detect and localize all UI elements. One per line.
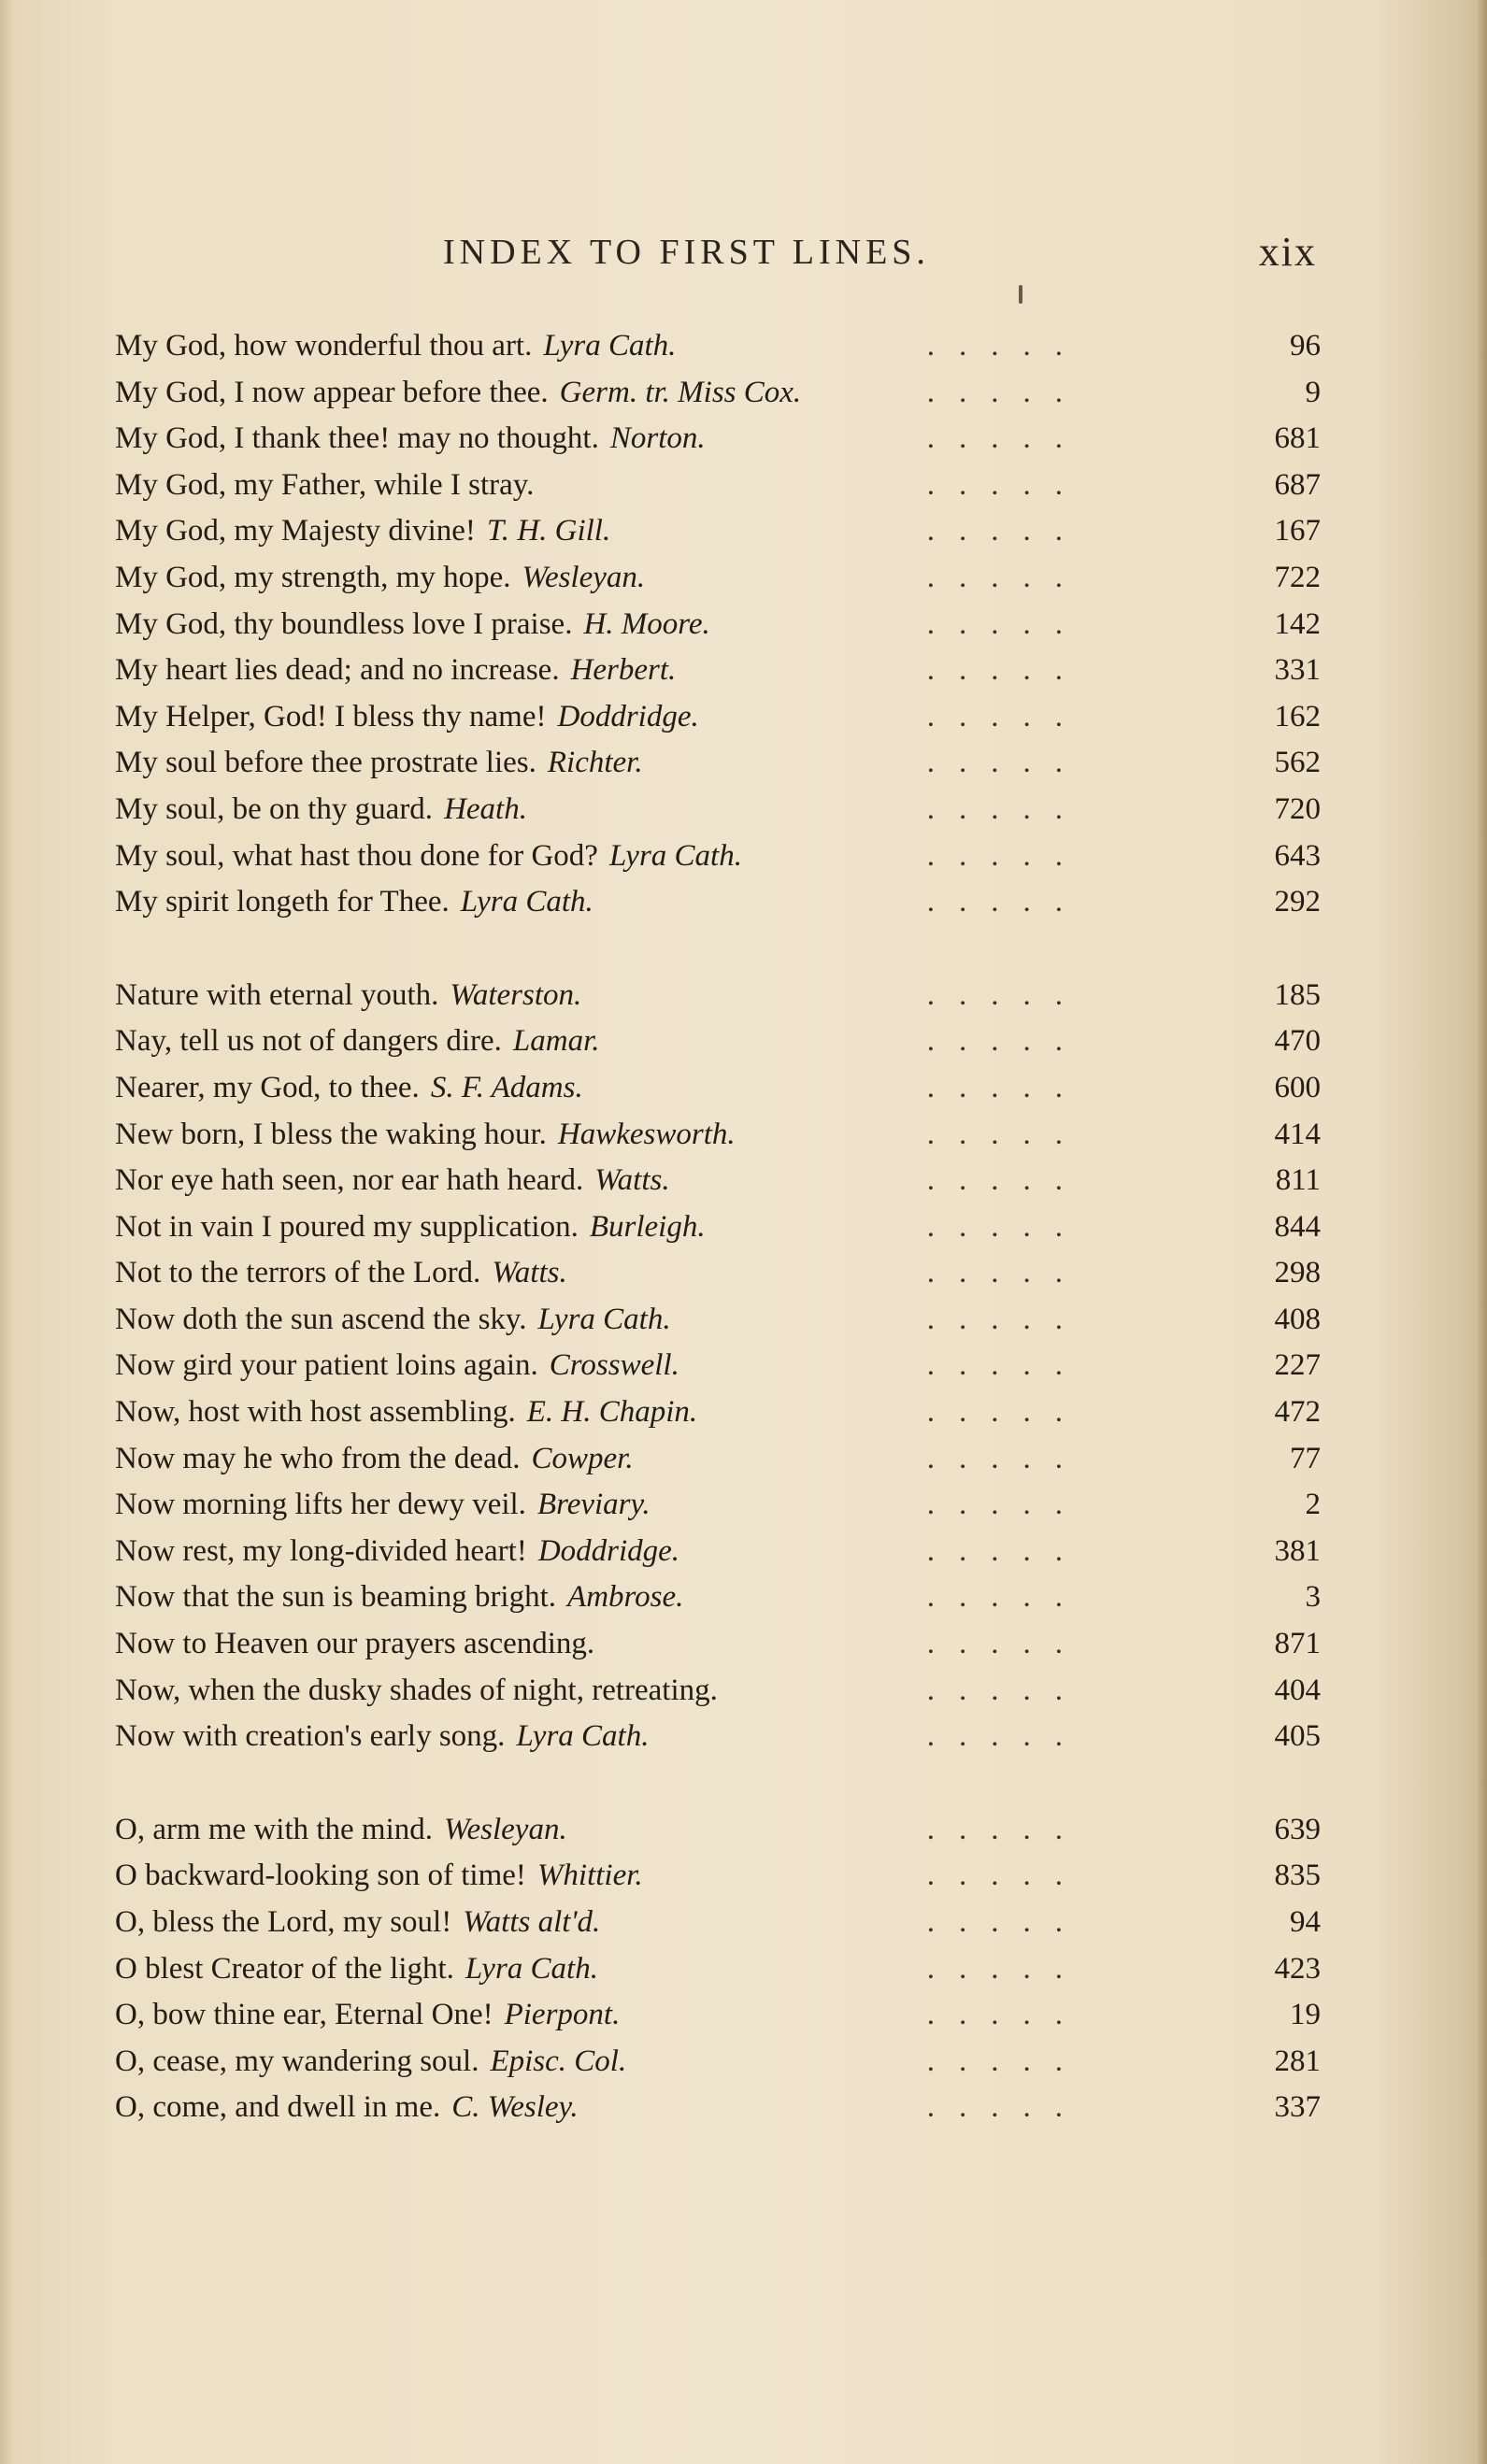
entry-author: Watts alt'd. [463,1905,601,1939]
dot-leader: ..... [926,885,1087,919]
running-header [443,229,1331,278]
entry-author: Lamar. [512,1024,600,1059]
index-entry [115,1112,1321,1159]
entry-first-line: Now doth the sun ascend the sky. [115,1302,527,1336]
entry-first-line: O backward-looking son of time! [115,1859,526,1893]
dot-leader: ..... [926,1117,1087,1151]
dot-leader: ..... [926,467,1087,502]
entry-author: Burleigh. [589,1209,706,1244]
dot-leader: ..... [926,1859,1087,1893]
entry-page-number: 720 [1274,791,1321,826]
dot-leader: ..... [926,1998,1087,2032]
entry-first-line: My Helper, God! I bless thy name! [115,699,547,734]
entry-first-line: Nearer, my God, to thee. [115,1070,420,1104]
entry-author: Episc. Col. [490,2044,627,2078]
index-group [115,973,1321,1760]
entry-first-line: Now with creation's early song. [115,1719,506,1754]
entry-first-line: My soul before thee prostrate lies. [115,746,536,780]
index-entry [115,370,1321,417]
index-list [115,323,1321,2131]
dot-leader: ..... [926,1209,1087,1244]
entry-first-line: My God, I thank thee! may no thought. [115,421,599,456]
entry-page-number: 687 [1274,467,1321,502]
index-entry [115,1992,1321,2039]
index-entry [115,602,1321,648]
entry-first-line: My God, thy boundless love I praise. [115,606,573,641]
dot-leader: ..... [926,375,1087,409]
dot-leader: ..... [926,560,1087,594]
entry-first-line: Now morning lifts her dewy veil. [115,1488,526,1522]
entry-page-number: 2 [1305,1488,1321,1522]
index-entry [115,555,1321,602]
dot-leader: ..... [926,1673,1087,1707]
entry-author: Heath. [444,791,527,826]
header-title: INDEX TO FIRST LINES. [443,233,930,272]
entry-first-line: O, arm me with the mind. [115,1812,434,1846]
entry-author: Hawkesworth. [557,1117,736,1151]
entry-author: Germ. tr. Miss Cox. [559,375,802,409]
index-entry [115,1529,1321,1575]
dot-leader: ..... [926,1163,1087,1198]
entry-first-line: My God, my Majesty divine! [115,514,476,548]
dot-leader: ..... [926,2090,1087,2125]
entry-first-line: O, bless the Lord, my soul! [115,1905,452,1939]
index-entry [115,1807,1321,1854]
dot-leader: ..... [926,1627,1087,1661]
ink-mark [1019,285,1022,304]
dot-leader: ..... [926,1580,1087,1615]
entry-first-line: Nor eye hath seen, nor ear hath heard. [115,1163,584,1198]
index-entry [115,323,1321,370]
entry-first-line: Now, when the dusky shades of night, retreating. [115,1673,718,1707]
entry-page-number: 722 [1274,560,1321,594]
dot-leader: ..... [926,1348,1087,1383]
index-entry [115,1343,1321,1389]
entry-page-number: 19 [1290,1998,1321,2032]
entry-first-line: Now gird your patient loins again. [115,1348,538,1383]
index-entry [115,1018,1321,1065]
dot-leader: ..... [926,1070,1087,1104]
entry-author: H. Moore. [583,606,710,641]
entry-first-line: My God, my strength, my hope. [115,560,511,594]
entry-author: Crosswell. [549,1348,679,1383]
entry-author: Waterston. [450,977,582,1012]
index-entry [115,1853,1321,1900]
index-group [115,323,1321,926]
index-entry [115,1714,1321,1760]
entry-author: Ambrose. [567,1580,684,1615]
index-entry [115,1946,1321,1993]
entry-author: Cowper. [531,1441,634,1475]
entry-first-line: Now rest, my long-divided heart! [115,1533,527,1568]
entry-page-number: 643 [1274,838,1321,873]
dot-leader: ..... [926,791,1087,826]
entry-first-line: My spirit longeth for Thee. [115,885,450,919]
entry-page-number: 844 [1274,1209,1321,1244]
entry-page-number: 835 [1274,1859,1321,1893]
entry-first-line: Nature with eternal youth. [115,977,439,1012]
entry-author: Lyra Cath. [460,885,593,919]
entry-first-line: O blest Creator of the light. [115,1951,454,1986]
entry-author: Lyra Cath. [537,1302,671,1336]
entry-page-number: 227 [1274,1348,1321,1383]
dot-leader: ..... [926,421,1087,456]
entry-page-number: 185 [1274,977,1321,1012]
entry-author: Norton. [609,421,706,456]
dot-leader: ..... [926,1395,1087,1430]
index-entry [115,1250,1321,1297]
index-entry [115,1436,1321,1483]
index-entry [115,416,1321,463]
entry-page-number: 331 [1274,653,1321,688]
entry-first-line: My soul, what hast thou done for God? [115,838,598,873]
entry-author: C. Wesley. [451,2090,579,2125]
entry-page-number: 404 [1274,1673,1321,1707]
index-entry [115,879,1321,926]
index-entry [115,1574,1321,1621]
entry-page-number: 167 [1274,514,1321,548]
page-gutter [0,0,13,2464]
entry-page-number: 600 [1274,1070,1321,1104]
entry-author: Pierpont. [504,1998,621,2032]
dot-leader: ..... [926,1951,1087,1986]
index-entry [115,694,1321,741]
entry-page-number: 337 [1274,2090,1321,2125]
dot-leader: ..... [926,1488,1087,1522]
dot-leader: ..... [926,514,1087,548]
dot-leader: ..... [926,1256,1087,1290]
entry-page-number: 470 [1274,1024,1321,1059]
entry-author: Watts. [594,1163,670,1198]
dot-leader: ..... [926,606,1087,641]
entry-author: Doddridge. [557,699,699,734]
entry-first-line: Nay, tell us not of dangers dire. [115,1024,502,1059]
header-page-number: xix [1258,229,1317,275]
entry-first-line: Now to Heaven our prayers ascending. [115,1627,595,1661]
index-entry [115,508,1321,555]
index-entry [115,648,1321,694]
index-entry [115,787,1321,833]
entry-page-number: 871 [1274,1627,1321,1661]
entry-author: Wesleyan. [522,560,646,594]
entry-page-number: 408 [1274,1302,1321,1336]
entry-author: Lyra Cath. [543,329,677,363]
index-entry [115,1204,1321,1251]
entry-author: Doddridge. [537,1533,680,1568]
entry-page-number: 639 [1274,1812,1321,1846]
entry-author: S. F. Adams. [430,1070,583,1104]
entry-first-line: Not in vain I poured my supplication. [115,1209,579,1244]
entry-page-number: 3 [1305,1580,1321,1615]
entry-page-number: 423 [1274,1951,1321,1986]
dot-leader: ..... [926,746,1087,780]
index-entry [115,1297,1321,1344]
entry-author: Richter. [547,746,643,780]
entry-page-number: 405 [1274,1719,1321,1754]
entry-page-number: 94 [1290,1905,1321,1939]
index-entry [115,1389,1321,1436]
index-entry [115,2039,1321,2086]
entry-first-line: My God, my Father, while I stray. [115,467,535,502]
page-edge [1478,0,1487,2464]
index-entry [115,973,1321,1019]
entry-page-number: 381 [1274,1533,1321,1568]
entry-first-line: O, come, and dwell in me. [115,2090,441,2125]
entry-first-line: Now may he who from the dead. [115,1441,521,1475]
dot-leader: ..... [926,1905,1087,1939]
dot-leader: ..... [926,329,1087,363]
entry-page-number: 77 [1290,1441,1321,1475]
dot-leader: ..... [926,1812,1087,1846]
entry-page-number: 472 [1274,1395,1321,1430]
entry-page-number: 9 [1305,375,1321,409]
entry-first-line: Not to the terrors of the Lord. [115,1256,481,1290]
index-entry [115,1621,1321,1668]
entry-first-line: O, cease, my wandering soul. [115,2044,479,2078]
entry-author: Herbert. [570,653,677,688]
entry-page-number: 292 [1274,885,1321,919]
entry-page-number: 298 [1274,1256,1321,1290]
entry-page-number: 562 [1274,746,1321,780]
entry-first-line: My God, how wonderful thou art. [115,329,533,363]
dot-leader: ..... [926,838,1087,873]
entry-page-number: 96 [1290,329,1321,363]
entry-first-line: My soul, be on thy guard. [115,791,434,826]
entry-page-number: 681 [1274,421,1321,456]
entry-author: Watts. [492,1256,567,1290]
entry-first-line: New born, I bless the waking hour. [115,1117,547,1151]
index-entry [115,740,1321,787]
entry-author: Lyra Cath. [465,1951,598,1986]
index-entry [115,1158,1321,1204]
index-group [115,1807,1321,2131]
entry-first-line: Now that the sun is beaming bright. [115,1580,557,1615]
entry-author: Lyra Cath. [516,1719,650,1754]
entry-first-line: My God, I now appear before thee. [115,375,549,409]
index-entry [115,1668,1321,1715]
dot-leader: ..... [926,1302,1087,1336]
dot-leader: ..... [926,653,1087,688]
entry-first-line: My heart lies dead; and no increase. [115,653,560,688]
index-entry [115,1065,1321,1112]
index-entry [115,2085,1321,2131]
dot-leader: ..... [926,1024,1087,1059]
entry-author: Breviary. [536,1488,651,1522]
dot-leader: ..... [926,1533,1087,1568]
entry-page-number: 162 [1274,699,1321,734]
index-entry [115,833,1321,880]
entry-page-number: 414 [1274,1117,1321,1151]
index-entry [115,1482,1321,1529]
dot-leader: ..... [926,977,1087,1012]
entry-page-number: 281 [1274,2044,1321,2078]
entry-page-number: 811 [1275,1163,1321,1198]
entry-author: Lyra Cath. [608,838,742,873]
dot-leader: ..... [926,699,1087,734]
entry-page-number: 142 [1274,606,1321,641]
dot-leader: ..... [926,1441,1087,1475]
entry-first-line: Now, host with host assembling. [115,1395,516,1430]
entry-author: Whittier. [536,1859,643,1893]
entry-first-line: O, bow thine ear, Eternal One! [115,1998,493,2032]
entry-author: T. H. Gill. [486,514,611,548]
dot-leader: ..... [926,1719,1087,1754]
index-entry [115,1900,1321,1946]
entry-author: Wesleyan. [444,1812,567,1846]
entry-author: E. H. Chapin. [526,1395,698,1430]
dot-leader: ..... [926,2044,1087,2078]
index-entry [115,463,1321,509]
